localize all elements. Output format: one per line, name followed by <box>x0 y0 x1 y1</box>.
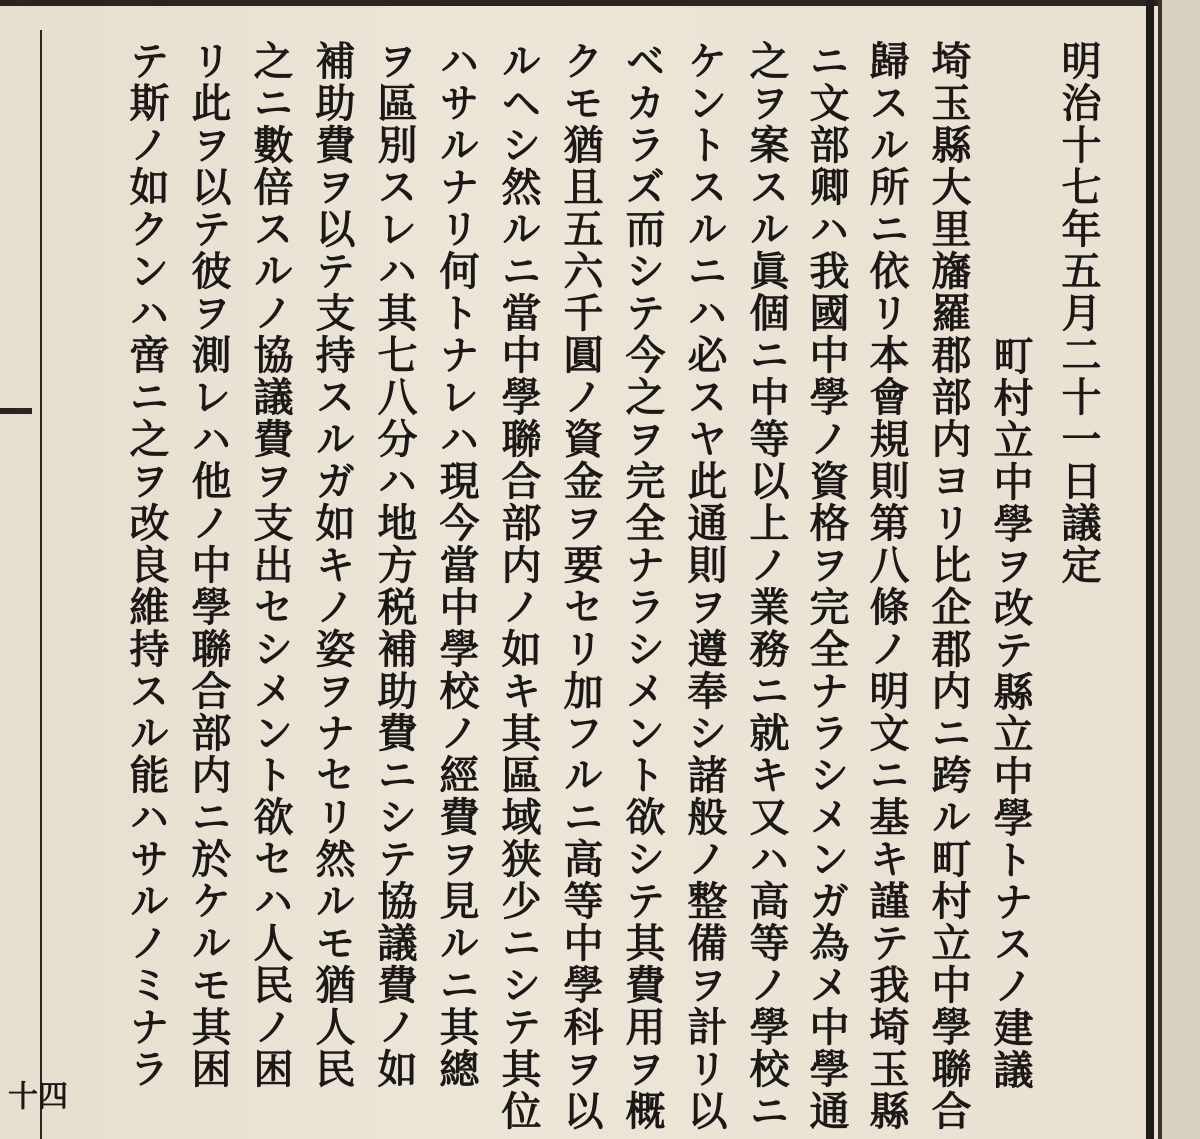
text-column-14: テ斯ノ如クンハ啻ニ之ヲ改良維持スル能ハサルノミナラ <box>123 40 170 1090</box>
text-column-11: 補助費ヲ以テ支持スルガ如キノ姿ヲナセリ然ルモ猶人民 <box>309 40 356 1090</box>
margin-dash <box>0 408 32 414</box>
right-border <box>1146 0 1154 1139</box>
date-line: 明治十七年五月二十一日議定 <box>1055 40 1102 586</box>
top-rule <box>0 0 1160 6</box>
text-column-9: ハサルナリ何トナレハ現今當中學校ノ經費ヲ見ルニ其總 <box>433 40 480 1090</box>
text-column-2: 歸スル所ニ依リ本會規則第八條ノ明文ニ基キ謹テ我埼玉縣 <box>863 40 910 1132</box>
text-column-3: ニ文部卿ハ我國中學ノ資格ヲ完全ナラシメンガ為メ中學通 <box>803 40 850 1132</box>
text-column-7: クモ猶且五六千圓ノ資金ヲ要セリ加フルニ高等中學科ヲ以 <box>557 40 604 1132</box>
text-column-13: リ此ヲ以テ彼ヲ測レハ他ノ中學聯合部内ニ於ケルモ其困 <box>185 40 232 1090</box>
text-column-4: 之ヲ案スル眞個ニ中等以上ノ業務ニ就キ又ハ高等ノ學校ニ <box>743 40 790 1132</box>
text-column-8: ルヘシ然ルニ當中學聯合部内ノ如キ其區域狭少ニシテ其位 <box>495 40 542 1132</box>
text-column-5: ケントスルニハ必スヤ此通則ヲ遵奉シ諸般ノ整備ヲ計リ以 <box>681 40 728 1132</box>
proposal-title: 町村立中學ヲ改テ縣立中學トナスノ建議 <box>987 335 1034 1091</box>
text-column-12: 之ニ數倍スルノ協議費ヲ支出セシメント欲セハ人民ノ困 <box>247 40 294 1090</box>
text-column-1: 埼玉縣大里旛羅郡部内ヨリ比企郡内ニ跨ル町村立中學聯合 <box>925 40 972 1132</box>
text-column-10: ヲ區別スレハ其七八分ハ地方税補助費ニシテ協議費ノ如 <box>371 40 418 1090</box>
right-margin <box>1162 0 1200 1139</box>
page-number: 四十 <box>2 1080 67 1110</box>
text-column-6: ベカラズ而シテ今之ヲ完全ナラシメント欲シテ其費用ヲ概 <box>619 40 666 1132</box>
margin-rule <box>40 30 42 1139</box>
